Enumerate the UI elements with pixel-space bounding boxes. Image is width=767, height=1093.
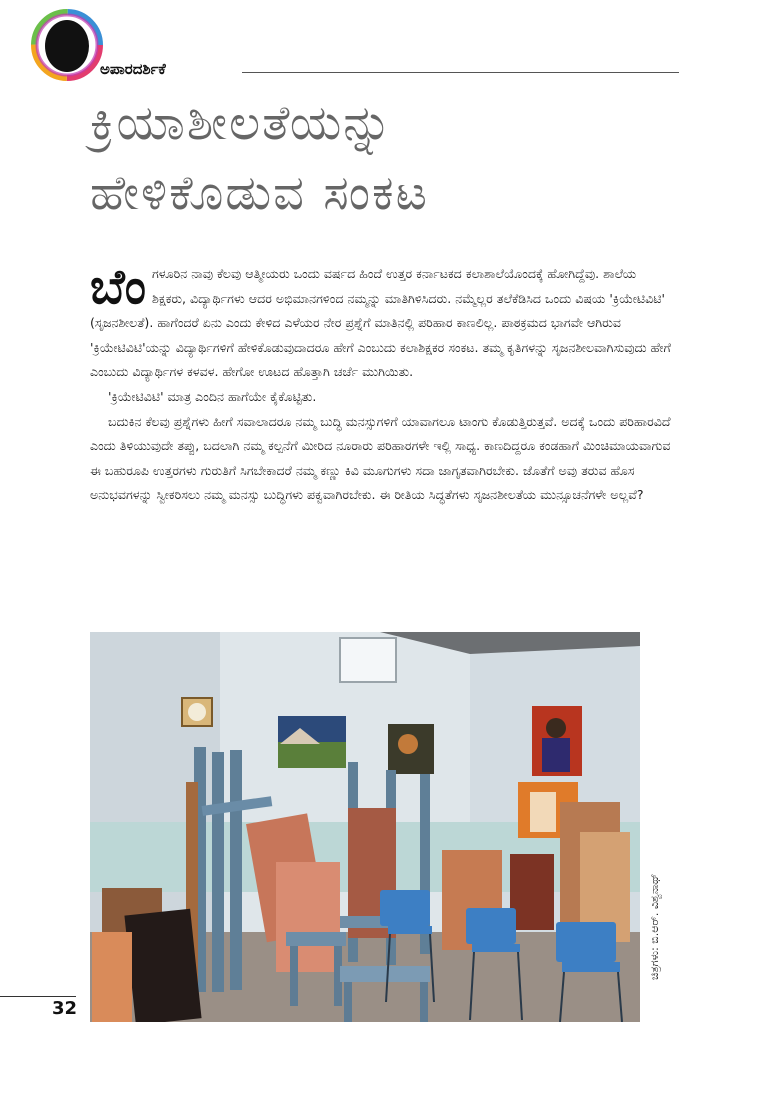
page-number: 32 xyxy=(52,998,78,1019)
paragraph-1 xyxy=(90,259,672,385)
article-body xyxy=(90,259,672,508)
paragraph-3: ಬದುಕಿನ ಕೆಲವು ಪ್ರಶ್ನೆಗಳು ಹೀಗೆ ಸವಾಲಾದರೂ ನಮ್ಮ ಬುದ್ಧಿ ಮನಸ್ಸುಗಳಿಗೆ ಯಾವಾಗಲೂ ಟಾಂಗು ಕೊಡುತ್ತಿರುತ್ತವೆ. ಅದಕ್ಕೆ ಒಂದು ಪರಿಹಾರವಿದೆ ಎಂದು ತಿಳಿಯುವುದೇ ತಪ್ಪು, ಬದಲಾಗಿ ನಮ್ಮ ಕಲ್ಪನೆಗೆ ಮೀರಿದ ನೂರಾರು ಪರಿಹಾರಗಳೇ ಇಲ್ಲಿ ಸಾಧ್ಯ. ಕಾಣದಿದ್ದರೂ ಕಂಡಹಾಗೆ ಮಿಂಚಿಮಾಯವಾಗುವ ಈ ಬಹುರೂಪಿ ಉತ್ತರಗಳು ಗುರುತಿಗೆ ಸಿಗಬೇಕಾದರೆ ನಮ್ಮ ಕಣ್ಣು ಕಿವಿ ಮೂಗುಗಳು ಸದಾ ಜಾಗೃತವಾಗಿರಬೇಕು. ಜೊತೆಗೆ ಅವು ತರುವ ಹೊಸ ಅನುಭವಗಳನ್ನು ಸ್ವೀಕರಿಸಲು ನಮ್ಮ ಮನಸ್ಸು ಬುದ್ಧಿಗಳು ಪಕ್ವವಾಗಿರಬೇಕು. ಈ ರೀತಿಯ ಸಿದ್ಧತೆಗಳು ಸೃಜನಶೀಲತೆಯ ಮುನ್ಸೂಚನೆಗಳೇ ಅಲ್ಲವೆ? xyxy=(90,413,671,503)
paragraph-2: 'ಕ್ರಿಯೇಟಿವಿಟಿ' ಮಾತ್ರ ಎಂದಿನ ಹಾಗೆಯೇ ಕೈಕೊಟ್ಟಿತು. xyxy=(108,388,317,404)
header-divider xyxy=(242,72,679,73)
article-title xyxy=(90,88,690,228)
title-line-1: ಕ್ರಿಯಾಶೀಲತೆಯನ್ನು xyxy=(90,95,394,151)
section-label: ಅಪಾರದರ್ಶಿಕೆ xyxy=(100,60,166,78)
footer-divider xyxy=(0,996,76,997)
studio-photo xyxy=(90,632,640,1022)
drop-cap: ಬೆಂ xyxy=(90,259,146,315)
paragraph-1-text: ಗಳೂರಿನ ನಾವು ಕೆಲವು ಆತ್ಮೀಯರು ಒಂದು ವರ್ಷದ ಹಿಂದೆ ಉತ್ತರ ಕರ್ನಾಟಕದ ಕಲಾಶಾಲೆಯೊಂದಕ್ಕೆ ಹೋಗಿದ್ದೆವು. ಶಾಲೆಯ ಶಿಕ್ಷಕರು, ವಿದ್ಯಾರ್ಥಿಗಳು ಆದರ ಅಭಿಮಾನಗಳಿಂದ ನಮ್ಮನ್ನು ಮಾತಿಗಿಳಿಸಿದರು. ನಮ್ಮೆಲ್ಲರ ತಲೆಕೆಡಿಸಿದ ಒಂದು ವಿಷಯ 'ಕ್ರಿಯೇಟಿವಿಟಿ' (ಸೃಜನಶೀಲತೆ). ಹಾಗೆಂದರೆ ಏನು ಎಂದು ಕೇಳಿದ ಎಳೆಯರ ನೇರ ಪ್ರಶ್ನೆಗೆ ಮಾತಿನಲ್ಲಿ ಪರಿಹಾರ ಕಾಣಲಿಲ್ಲ. ಪಾಠಕ್ರಮದ ಭಾಗವೇ ಆಗಿರುವ 'ಕ್ರಿಯೇಟಿವಿಟಿ'ಯನ್ನು ವಿದ್ಯಾರ್ಥಿಗಳಿಗೆ ಹೇಳಿಕೊಡುವುದಾದರೂ ಹೇಗೆ ಎಂಬುದು ಕಲಾಶಿಕ್ಷಕರ ಸಂಕಟ. ತಮ್ಮ ಕೃತಿಗಳನ್ನು ಸೃಜನಶೀಲವಾಗಿಸುವುದು ಹೇಗೆ ಎಂಬುದು ವಿದ್ಯಾರ್ಥಿಗಳ ಕಳವಳ. ಹೇಗೋ ಊಟದ ಹೊತ್ತಾಗಿ ಚರ್ಚೆ ಮುಗಿಯಿತು. xyxy=(90,266,671,380)
title-line-2: ಹೇಳಿಕೊಡುವ ಸಂಕಟ xyxy=(90,165,429,221)
magazine-logo xyxy=(30,8,104,82)
photo-credit: ಚಿತ್ರಗಳು: ಬಿ.ಆರ್. ವಿಶ್ವನಾಥ್ xyxy=(648,873,661,980)
